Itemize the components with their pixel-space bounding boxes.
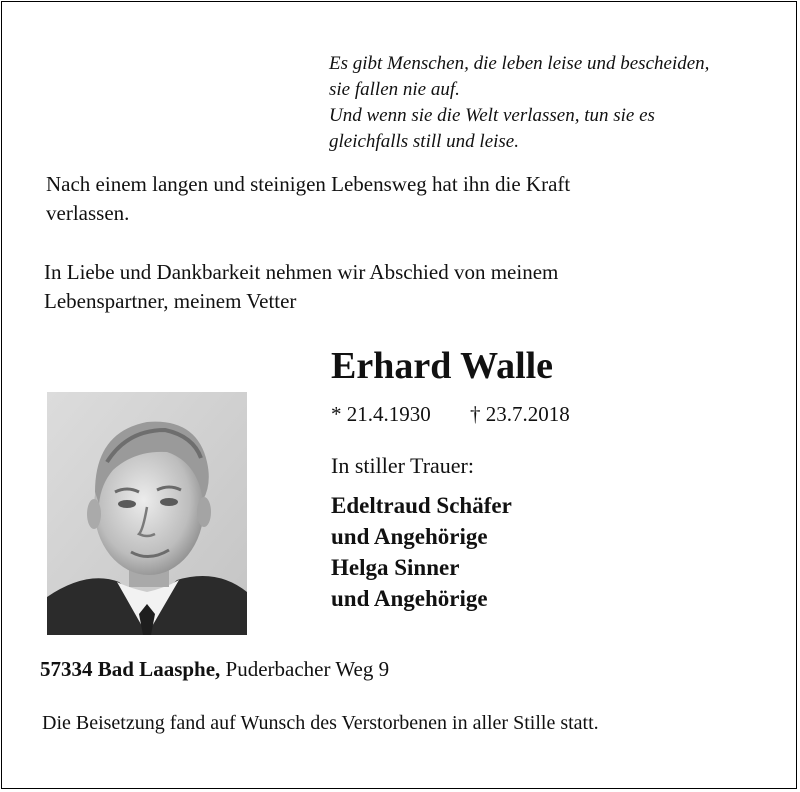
poem: [329, 51, 789, 155]
intro-line: verlassen.: [46, 201, 130, 225]
burial-note: Die Beisetzung fand auf Wunsch des Verstorbenen in aller Stille statt.: [42, 712, 599, 734]
birth-date: * 21.4.1930: [331, 402, 431, 426]
mourner-name: Edeltraud Schäfer: [331, 493, 512, 518]
farewell-line: In Liebe und Dankbarkeit nehmen wir Abschied von meinem: [44, 260, 559, 284]
portrait-photo: [47, 392, 247, 635]
mourner-name: und Angehörige: [331, 524, 488, 549]
deceased-name: Erhard Walle: [331, 345, 554, 387]
address-city: 57334 Bad Laasphe,: [40, 657, 221, 681]
poem-line: sie fallen nie auf.: [329, 79, 460, 100]
life-dates: [331, 400, 570, 428]
address: [40, 655, 389, 683]
farewell-text: [44, 258, 764, 316]
mourner-list: [331, 490, 512, 614]
death-date: † 23.7.2018: [470, 402, 570, 426]
intro-text: [46, 170, 746, 228]
intro-line: Nach einem langen und steinigen Lebensweg hat ihn die Kraft: [46, 172, 571, 196]
mourner-name: Helga Sinner: [331, 555, 460, 580]
poem-line: Es gibt Menschen, die leben leise und bescheiden,: [329, 53, 710, 74]
poem-line: Und wenn sie die Welt verlassen, tun sie es: [329, 105, 655, 126]
address-street: Puderbacher Weg 9: [225, 657, 390, 681]
farewell-line: Lebenspartner, meinem Vetter: [44, 289, 297, 313]
mourner-name: und Angehörige: [331, 586, 488, 611]
poem-line: gleichfalls still und leise.: [329, 131, 519, 152]
mourning-label: In stiller Trauer:: [331, 453, 474, 478]
